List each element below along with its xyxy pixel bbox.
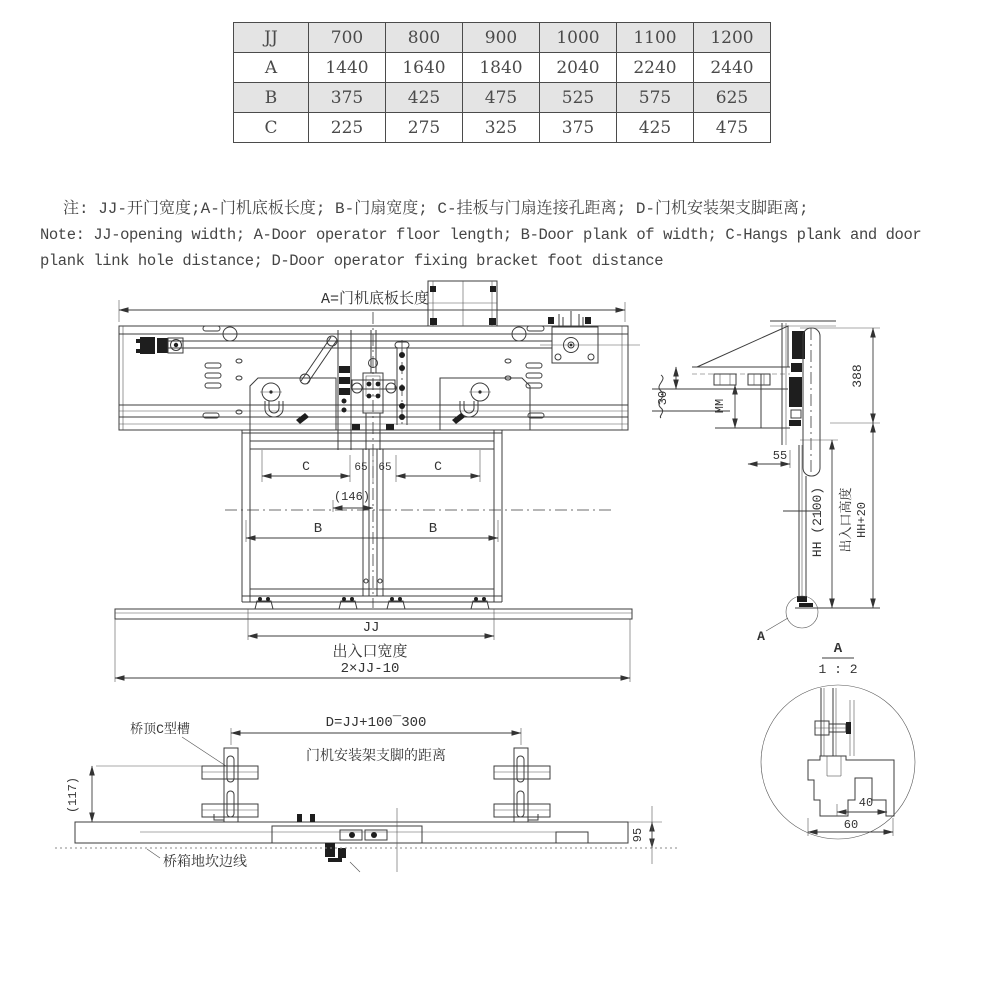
table-cell: 225 — [309, 113, 386, 143]
door-hanger-right — [440, 378, 530, 430]
table-cell: 425 — [617, 113, 694, 143]
operator-platform — [75, 808, 628, 872]
row-label: JJ — [234, 23, 309, 53]
table-cell: 625 — [694, 83, 771, 113]
opening-width-label: 出入口宽度 — [332, 644, 408, 661]
table-cell: 275 — [386, 113, 463, 143]
door-hanger-left — [250, 378, 336, 430]
detail-a-scale: 1 : 2 — [818, 662, 858, 677]
door-panels — [225, 312, 612, 608]
dim-95: 95 — [631, 827, 645, 843]
table-cell: 1840 — [463, 53, 540, 83]
c-channel-label: 桥顶C型槽 — [130, 722, 190, 737]
table-cell: 425 — [386, 83, 463, 113]
dim-146: (146) — [333, 490, 371, 504]
sill-edge-label: 桥箱地坎边线 — [163, 855, 247, 871]
note-line-english-2: plank link hole distance; D-Door operator fixing bracket foot distance — [40, 252, 664, 270]
dim-d-label: 门机安装架支脚的距离 — [306, 749, 446, 765]
table-cell: 2240 — [617, 53, 694, 83]
dim-65-right: 65 — [378, 462, 392, 474]
dim-b-right: B — [428, 521, 438, 537]
table-cell: 575 — [617, 83, 694, 113]
detail-a-view — [761, 641, 915, 839]
dim-117: (117) — [66, 776, 80, 814]
front-a-dim-label: A=门机底板长度 — [320, 291, 430, 308]
table-cell: 900 — [463, 23, 540, 53]
table-cell: 1200 — [694, 23, 771, 53]
dim-d-formula: D=JJ+100‾300 — [325, 715, 427, 731]
table-cell: 800 — [386, 23, 463, 53]
motor-assembly — [136, 337, 183, 354]
fixing-bracket-right — [494, 748, 550, 822]
front-view — [115, 281, 640, 682]
table-cell: 700 — [309, 23, 386, 53]
row-label: A — [234, 53, 309, 83]
dim-388: 388 — [850, 364, 865, 388]
table-cell: 375 — [540, 113, 617, 143]
side-view — [652, 321, 880, 644]
controller-box — [428, 281, 497, 326]
opening-height-label: 出入口高度 — [839, 487, 854, 553]
mounting-slots-left — [203, 326, 242, 418]
dim-b-left: B — [313, 521, 323, 537]
dim-60: 60 — [843, 818, 859, 832]
idler-pulley-plate — [540, 327, 640, 363]
row-label: B — [234, 83, 309, 113]
table-cell: 2440 — [694, 53, 771, 83]
dim-c-left: C — [302, 459, 310, 474]
table-cell: 475 — [694, 113, 771, 143]
table-cell: 1640 — [386, 53, 463, 83]
belt-tension-hardware — [548, 311, 591, 326]
table-cell: 2040 — [540, 53, 617, 83]
dim-40: 40 — [858, 796, 874, 810]
opening-dimensions — [115, 609, 630, 682]
row-label: C — [234, 113, 309, 143]
table-cell: 1440 — [309, 53, 386, 83]
table-cell: 1100 — [617, 23, 694, 53]
dim-55: 55 — [772, 449, 788, 463]
opening-height-formula: HH+20 — [855, 501, 869, 539]
table-cell: 375 — [309, 83, 386, 113]
dim-30: 30 — [656, 390, 670, 406]
dim-65-left: 65 — [354, 462, 368, 474]
dim-jj: JJ — [362, 620, 380, 636]
mounting-slots-right — [505, 326, 544, 418]
dim-c-right: C — [434, 459, 442, 474]
note-line-english-1: Note: JJ-opening width; A-Door operator floor length; B-Door plank of width; C-Hangs plank and door — [40, 226, 922, 244]
opening-width-formula: 2×JJ-10 — [340, 661, 400, 677]
dim-hh: HH (2100) — [810, 486, 825, 558]
dim-mm: MM — [713, 398, 727, 414]
table-cell: 325 — [463, 113, 540, 143]
detail-a-marker: A — [757, 629, 765, 644]
plan-view — [55, 715, 680, 872]
table-cell: 525 — [540, 83, 617, 113]
table-cell: 475 — [463, 83, 540, 113]
detail-a-title: A — [833, 641, 843, 657]
guide-shoes — [255, 597, 489, 609]
sill — [115, 609, 632, 619]
table-cell: 1000 — [540, 23, 617, 53]
fixing-bracket-left — [202, 748, 258, 822]
note-line-chinese: 注: JJ-开门宽度;A-门机底板长度; B-门扇宽度; C-挂板与门扇连接孔距离; D-门机安装架支脚距离; — [63, 200, 809, 218]
panel-dimensions — [246, 450, 498, 542]
